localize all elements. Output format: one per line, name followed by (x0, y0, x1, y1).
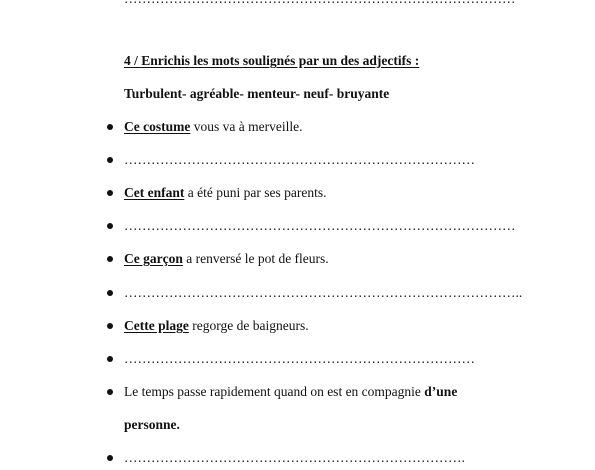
sentence-3 (124, 251, 329, 267)
bullet-icon (107, 389, 113, 395)
sentence-rest: vous va à merveille. (190, 119, 303, 134)
bold-word: d’une (424, 384, 458, 399)
bullet-icon (107, 455, 113, 461)
answer-line-2[interactable]: …………………………………………………………………………… (124, 218, 516, 233)
sentence-5-continuation: personne. (124, 417, 180, 432)
sentence-text: Le temps passe rapidement quand on est en compagnie (124, 384, 425, 399)
underlined-word: Cette plage (124, 318, 189, 333)
bullet-icon (107, 190, 113, 196)
bullet-icon (107, 323, 113, 329)
underlined-word: Cet enfant (124, 185, 185, 200)
bullet-icon (107, 157, 113, 163)
answer-line-1[interactable]: …………………………………………………………………… (124, 152, 475, 167)
bullet-icon (107, 124, 113, 130)
bullet-icon (107, 256, 113, 262)
answer-line-3[interactable]: …………………………………………………………………………….. (124, 285, 523, 300)
sentence-rest: a renversé le pot de fleurs. (182, 251, 329, 266)
sentence-2 (124, 185, 326, 201)
sentence-rest: regorge de baigneurs. (188, 318, 309, 333)
top-answer-dotted-line (124, 0, 516, 7)
sentence-4 (124, 318, 309, 334)
sentence-rest: a été puni par ses parents. (184, 185, 327, 200)
sentence-1 (124, 119, 302, 135)
bullet-icon (107, 223, 113, 229)
bullet-icon (107, 290, 113, 296)
answer-line-4[interactable]: …………………………………………………………………… (124, 351, 475, 366)
underlined-word: Ce costume (124, 119, 191, 134)
sentence-5 (124, 384, 457, 400)
underlined-word: Ce garçon (124, 251, 183, 266)
adjective-list: Turbulent- agréable- menteur- neuf- bruyante (124, 86, 390, 101)
bullet-icon (107, 356, 113, 362)
exercise-heading: 4 / Enrichis les mots soulignés par un des adjectifs : (124, 53, 420, 68)
answer-line-5[interactable]: …………………………………………………………………. (124, 450, 465, 465)
